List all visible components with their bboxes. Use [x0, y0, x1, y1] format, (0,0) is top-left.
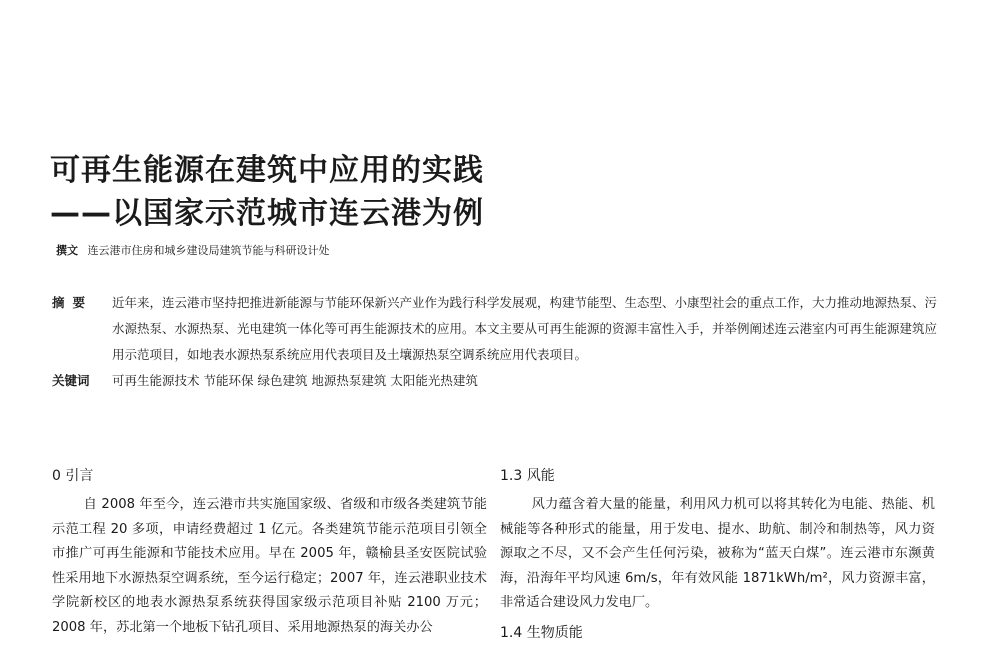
abstract-label: 摘要: [52, 295, 94, 310]
intro-heading: 0 引言: [52, 468, 94, 484]
right-column: [500, 465, 935, 650]
author-label: 撰文: [56, 244, 78, 257]
wind-heading: 1.3 风能: [500, 468, 555, 484]
wind-paragraph: 风力蕴含着大量的能量，利用风力机可以将其转化为电能、热能、机械能等各种形式的能量，用于发电、提水、助航、制冷和制热等，风力资源取之不尽，又不会产生任何污染，被称为“蓝天白煤”。连云港市东濒黄海，沿海年平均风速 6m/s，年有效风能 1871kWh/m²，风力资源丰富，非常适合建设风力发电厂。: [500, 497, 935, 610]
keywords-label: 关键词: [52, 373, 90, 388]
title-line-1: 可再生能源在建筑中应用的实践: [50, 153, 484, 188]
biomass-heading: 1.4 生物质能: [500, 624, 583, 641]
author-line: [56, 242, 330, 258]
title-line-2: ——以国家示范城市连云港为例: [50, 196, 484, 231]
author-affiliation: 连云港市住房和城乡建设局建筑节能与科研设计处: [87, 244, 330, 257]
abstract-text: 近年来，连云港市坚持把推进新能源与节能环保新兴产业作为践行科学发展观，构建节能型、生态型、小康型社会的重点工作，大力推动地源热泵、污水源热泵、水源热泵、光电建筑一体化等可再生能源技术的应用。本文主要从可再生能源的资源丰富性入手，并举例阐述连云港室内可再生能源建筑应用示范项目，如地表水源热泵系统应用代表项目及土壤源热泵空调系统应用代表项目。: [112, 295, 938, 362]
intro-paragraph: 自 2008 年至今，连云港市共实施国家级、省级和市级各类建筑节能示范工程 20 多项，申请经费超过 1 亿元。各类建筑节能示范项目引领全市推广可再生能源和节能技术应用。早在 2005 年，赣榆县圣安医院试验性采用地下水源热泵空调系统，至今运行稳定；2007 年，连云港职业技术学院新校区的地表水源热泵系统获得国家级示范项目补贴 2100 万元；2008 年，苏北第一个地板下钻孔项目、采用地源热泵的海关办公: [52, 497, 487, 635]
left-column: [52, 465, 487, 640]
keywords-text: 可再生能源技术 节能环保 绿色建筑 地源热泵建筑 太阳能光热建筑: [112, 373, 478, 388]
